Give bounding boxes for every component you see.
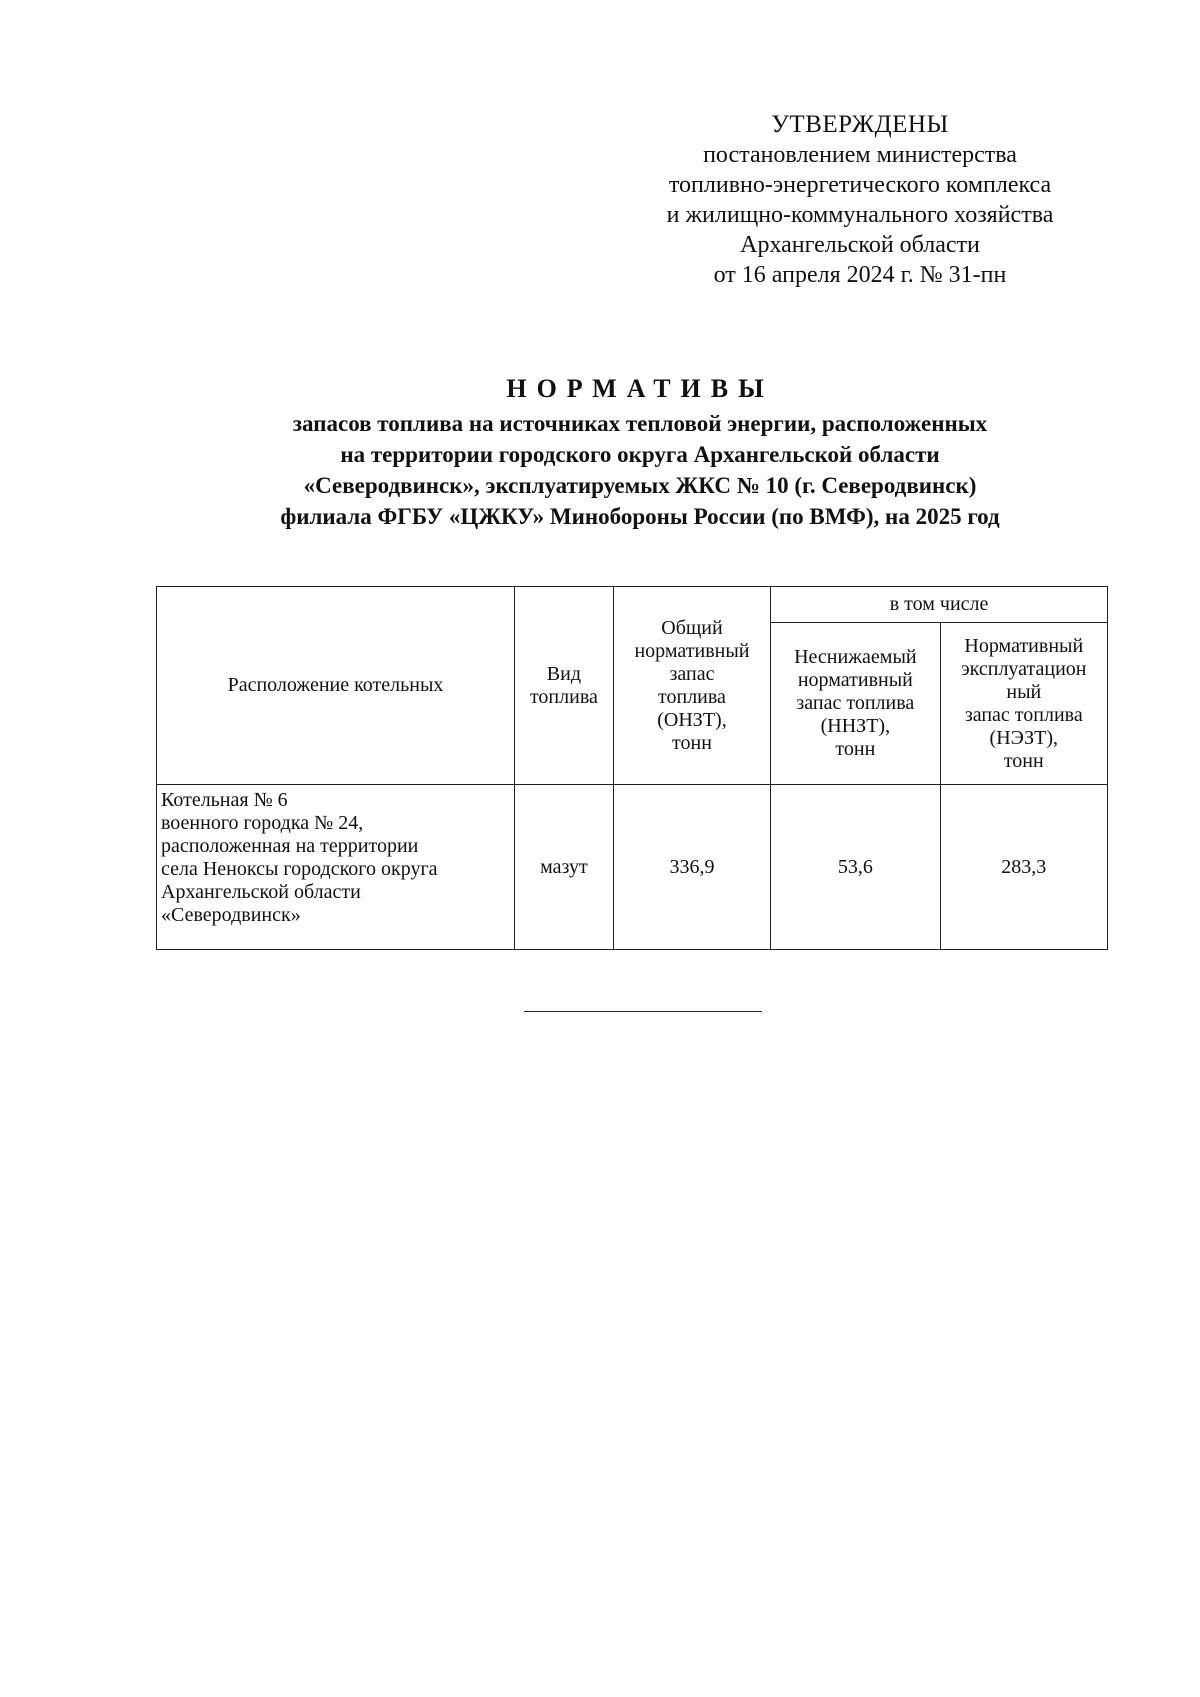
end-divider [524, 1011, 762, 1012]
cell-nezt: 283,3 [940, 785, 1107, 950]
table-header-row [157, 587, 1108, 623]
header-location: Расположение котельных [157, 587, 515, 785]
table-row [157, 785, 1108, 950]
document-subtitle-line: «Северодвинск», эксплуатируемых ЖКС № 10 (г. Северодвинск) [303, 473, 977, 498]
document-subtitle-line: на территории городского округа Архангельской области [340, 442, 940, 467]
header-nezt: Нормативный эксплуатацион ный запас топлива (НЭЗТ), тонн [940, 623, 1107, 785]
cell-location: Котельная № 6 военного городка № 24, расположенная на территории села Неноксы городского округа Архангельской области «Северодвинск» [157, 785, 515, 950]
cell-nnzt: 53,6 [771, 785, 940, 950]
document-heading [140, 372, 1140, 532]
header-fuel-type: Вид топлива [515, 587, 614, 785]
approval-line: от 16 апреля 2024 г. № 31-пн [713, 262, 1007, 288]
document-subtitle-line: филиала ФГБУ «ЦЖКУ» Минобороны России (по ВМФ), на 2025 год [280, 504, 1000, 529]
header-including: в том числе [771, 587, 1108, 623]
approval-line: топливно-энергетического комплекса [668, 172, 1052, 198]
cell-fuel-type: мазут [515, 785, 614, 950]
document-subtitle-line: запасов топлива на источниках тепловой энергии, расположенных [292, 411, 988, 436]
document-title: НОРМАТИВЫ [506, 374, 774, 403]
norms-table [156, 586, 1108, 950]
header-total-reserve: Общий нормативный запас топлива (ОНЗТ), тонн [613, 587, 770, 785]
header-nnzt: Неснижаемый нормативный запас топлива (ННЗТ), тонн [771, 623, 940, 785]
approval-line: Архангельской области [740, 232, 980, 258]
approval-block [580, 110, 1140, 290]
cell-total: 336,9 [613, 785, 770, 950]
approval-line: постановлением министерства [703, 142, 1017, 168]
approval-title: УТВЕРЖДЕНЫ [771, 111, 949, 138]
approval-line: и жилищно-коммунального хозяйства [666, 202, 1054, 228]
